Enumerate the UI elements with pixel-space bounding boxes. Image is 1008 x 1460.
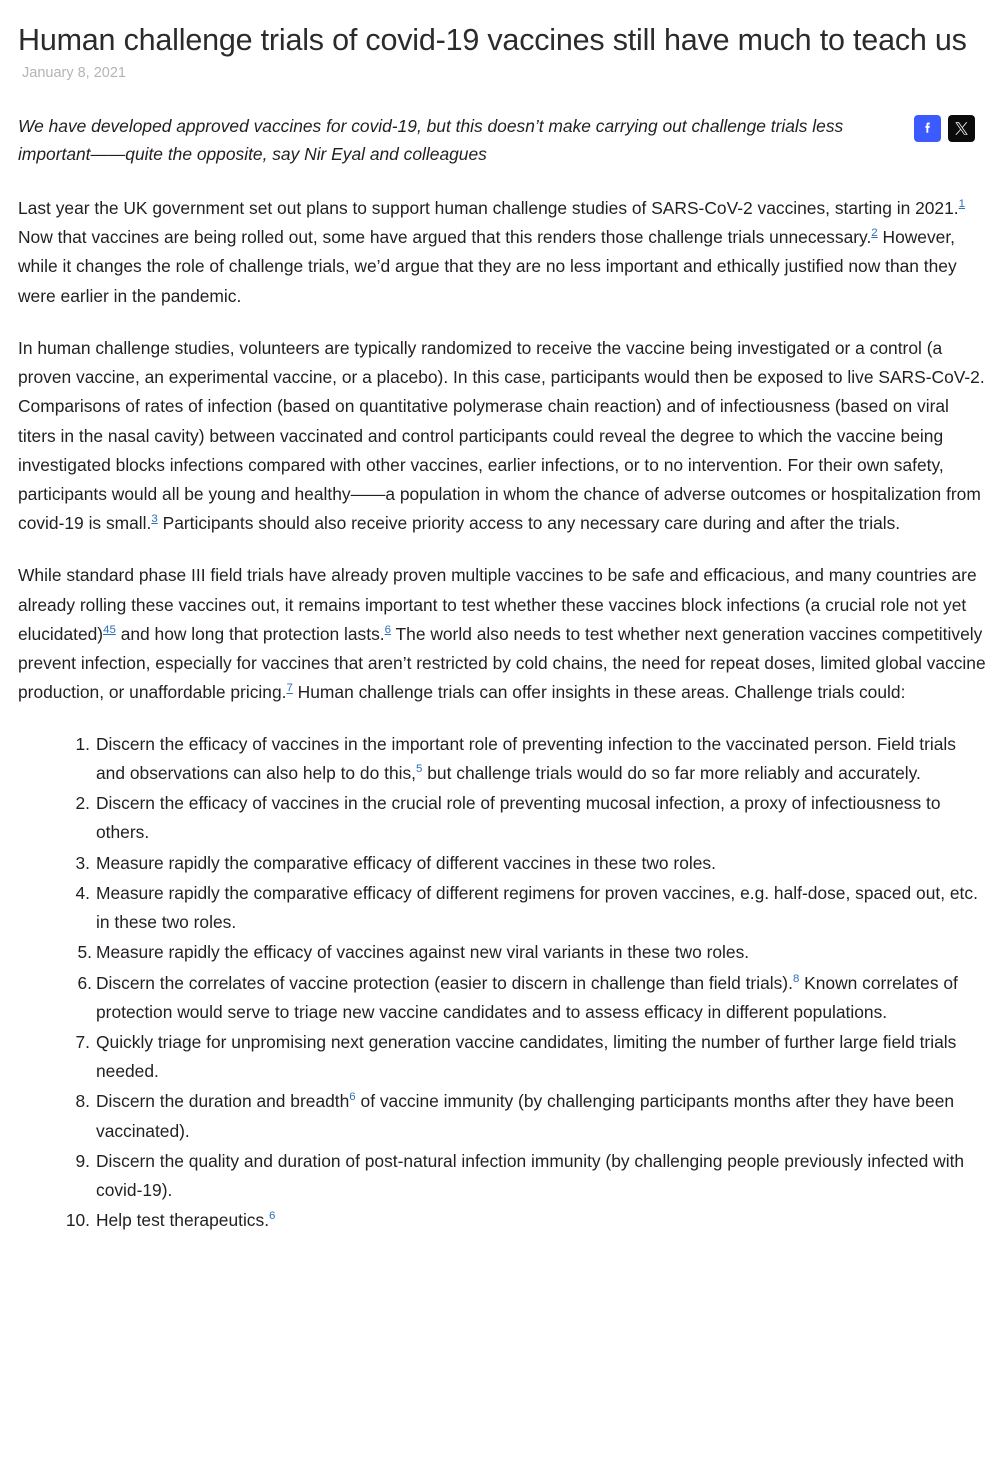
list-item-8-text-a: Discern the duration and breadth <box>96 1091 350 1112</box>
paragraph-1-text-a: Last year the UK government set out plans to support human challenge studies of SARS-CoV-2 vaccines, starting in 2021. <box>18 197 959 218</box>
paragraph-3-text-b: and how long that protection lasts. <box>115 623 385 644</box>
list-item-10-text-a: Help test therapeutics. <box>96 1210 270 1231</box>
page-title: Human challenge trials of covid-19 vaccines still have much to teach us <box>18 23 967 57</box>
list-item <box>96 938 986 967</box>
footnote-ref-6[interactable]: 6 <box>384 624 392 637</box>
standfirst-row <box>18 112 986 168</box>
list-item-1-text-b: but challenge trials would do so far more reliably and accurately. <box>422 762 921 783</box>
list-item <box>96 879 986 937</box>
footnote-ref-6b[interactable]: 6 <box>349 1091 356 1104</box>
footnote-ref-3[interactable]: 3 <box>151 513 158 526</box>
list-item-6-text-a: Discern the correlates of vaccine protection (easier to discern in challenge than field trials). <box>96 972 793 993</box>
paragraph-2-text-b: Participants should also receive priority access to any necessary care during and after the trials. <box>157 513 901 534</box>
list-item <box>96 1087 986 1145</box>
list-item <box>96 849 986 878</box>
article-standfirst: We have developed approved vaccines for covid-19, but this doesn’t make carrying out challenge trials less important——quite the opposite, say Nir Eyal and colleagues <box>18 115 844 164</box>
list-item <box>96 1028 986 1086</box>
footnote-ref-5[interactable]: 5 <box>109 624 116 637</box>
facebook-share-icon[interactable] <box>914 115 941 142</box>
paragraph-1-text-b: Now that vaccines are being rolled out, some have argued that this renders those challenge trials unnecessary. <box>18 227 872 248</box>
list-item-1-text-a: Discern the efficacy of vaccines in the important role of preventing infection to the vaccinated person. Field trials and observations can also help to do this, <box>96 733 956 783</box>
footnote-ref-7[interactable]: 7 <box>286 682 293 695</box>
list-item-6-text-b: Known correlates of protection would serve to triage new vaccine candidates and to assess efficacy in different populations. <box>96 972 958 1022</box>
paragraph-3-text-d: Human challenge trials can offer insights in these areas. Challenge trials could: <box>292 682 906 703</box>
footnote-ref-5b[interactable]: 5 <box>416 763 423 776</box>
list-item <box>96 1147 986 1205</box>
footnote-ref-1[interactable]: 1 <box>958 198 965 211</box>
list-item-7-text: Quickly triage for unpromising next generation vaccine candidates, limiting the number of further large field trials needed. <box>96 1031 957 1082</box>
body-paragraph-3 <box>18 561 986 707</box>
publication-date: January 8, 2021 <box>22 65 126 82</box>
list-item-9-text: Discern the quality and duration of post-natural infection immunity (by challenging people previously infected with covid-19). <box>96 1150 965 1201</box>
share-icons <box>914 112 975 142</box>
list-item <box>96 730 986 788</box>
paragraph-3-text-a: While standard phase III field trials have already proven multiple vaccines to be safe and efficacious, and many countries are already rolling these vaccines out, it remains important to test whether these vaccines block infections (a crucial role not yet elucidated) <box>18 565 977 644</box>
paragraph-2-text-a: In human challenge studies, volunteers are typically randomized to receive the vaccine being investigated or a control (a proven vaccine, an experimental vaccine, or a placebo). In this case, participants would then be exposed to live SARS-CoV-2. Comparisons of rates of infection (based on quantitative polymerase chain reaction) and of infectiousness (based on viral titers in the nasal cavity) between vaccinated and control participants could reveal the degree to which the vaccine being investigated blocks infections compared with other vaccines, earlier infections, or to no intervention. For their own safety, participants would all be young and healthy——a population in whom the chance of adverse outcomes or hospitalization from covid-19 is small. <box>18 337 985 534</box>
list-item-4-text: Measure rapidly the comparative efficacy of different regimens for proven vaccines, e.g. half-dose, spaced out, etc. in these two roles. <box>96 882 978 933</box>
footnote-ref-2[interactable]: 2 <box>871 227 878 240</box>
list-item <box>96 1206 986 1235</box>
list-item <box>96 969 986 1027</box>
paragraph-3-text-c: The world also needs to test whether next generation vaccines competitively prevent infection, especially for vaccines that aren’t restricted by cold chains, the need for repeat doses, limited global vaccine production, or unaffordable pricing. <box>18 623 986 703</box>
list-item-3-text: Measure rapidly the comparative efficacy of different vaccines in these two roles. <box>96 852 716 873</box>
x-twitter-share-icon[interactable] <box>948 115 975 142</box>
footnote-ref-6c[interactable]: 6 <box>269 1210 276 1223</box>
list-item-5-text: Measure rapidly the efficacy of vaccines against new viral variants in these two roles. <box>96 942 750 963</box>
list-item-8-text-b: of vaccine immunity (by challenging participants months after they have been vaccinated). <box>96 1091 955 1141</box>
footnote-ref-4[interactable]: 4 <box>103 624 110 637</box>
footnote-ref-8[interactable]: 8 <box>792 972 800 985</box>
list-item-2-text: Discern the efficacy of vaccines in the crucial role of preventing mucosal infection, a proxy of infectiousness to others. <box>96 793 941 843</box>
body-paragraph-1 <box>18 194 986 311</box>
paragraph-1-text-c: However, while it changes the role of challenge trials, we’d argue that they are no less important and ethically justified now than they were earlier in the pandemic. <box>18 227 957 306</box>
list-item <box>96 789 986 847</box>
body-paragraph-2 <box>18 334 986 539</box>
challenge-trials-list <box>18 730 986 1236</box>
